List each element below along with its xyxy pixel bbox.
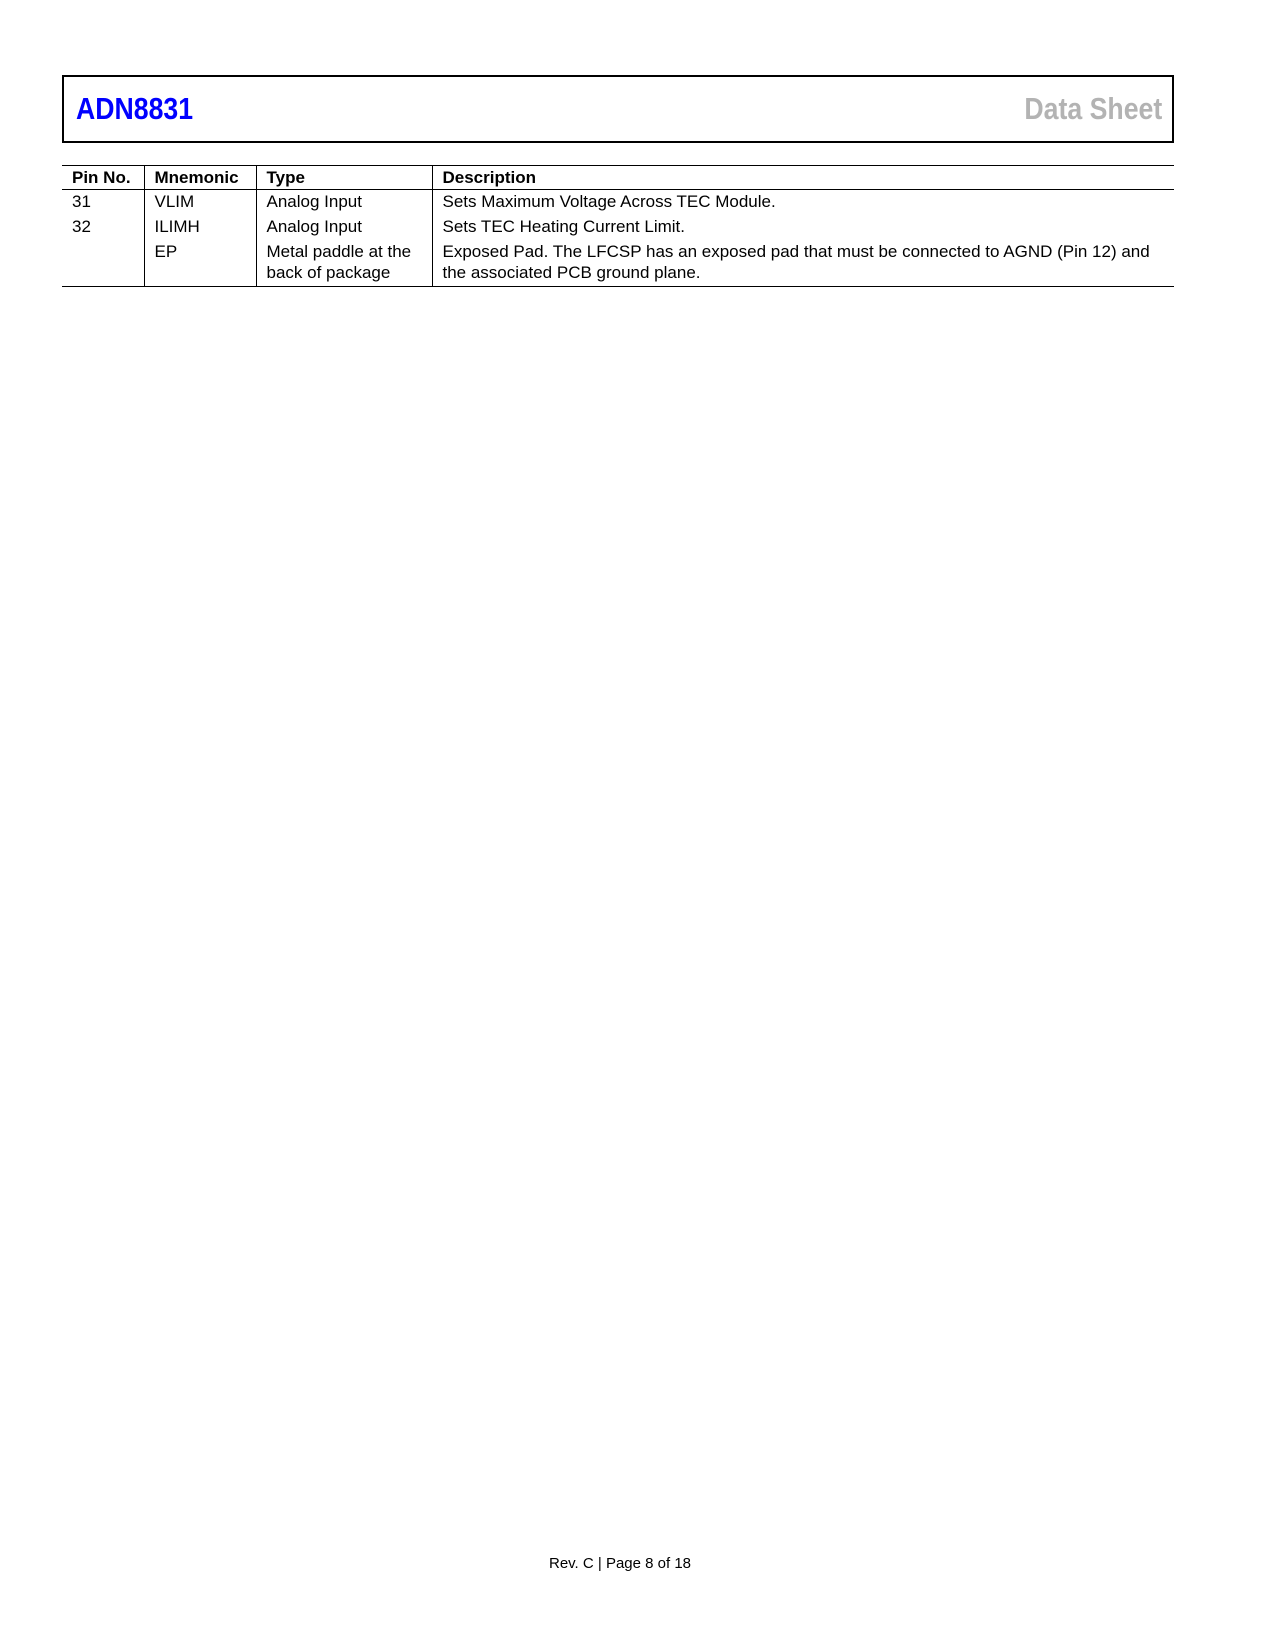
column-header-description: Description bbox=[432, 166, 1174, 190]
column-header-pin-no: Pin No. bbox=[62, 166, 144, 190]
description-cell: Sets TEC Heating Current Limit. bbox=[432, 215, 1174, 240]
part-number: ADN8831 bbox=[76, 91, 194, 126]
pin-number-cell bbox=[62, 240, 144, 287]
type-cell: Analog Input bbox=[256, 215, 432, 240]
table-header-row bbox=[62, 166, 1174, 190]
pin-number-cell: 31 bbox=[72, 192, 91, 211]
column-header-type: Type bbox=[256, 166, 432, 190]
mnemonic-cell: EP bbox=[144, 240, 256, 287]
document-type: Data Sheet bbox=[1024, 91, 1162, 126]
column-header-mnemonic: Mnemonic bbox=[144, 166, 256, 190]
type-cell: Analog Input bbox=[256, 190, 432, 216]
pin-function-table bbox=[62, 165, 1174, 287]
description-cell: Exposed Pad. The LFCSP has an exposed pad that must be connected to AGND (Pin 12) and the associated PCB ground plane. bbox=[432, 240, 1174, 287]
table-row bbox=[62, 190, 1174, 216]
mnemonic-cell: ILIMH bbox=[144, 215, 256, 240]
table-row bbox=[62, 215, 1174, 240]
pin-number-cell: 32 bbox=[72, 217, 91, 236]
type-cell: Metal paddle at the back of package bbox=[256, 240, 432, 287]
table-row bbox=[62, 240, 1174, 287]
description-cell: Sets Maximum Voltage Across TEC Module. bbox=[432, 190, 1174, 216]
mnemonic-cell: VLIM bbox=[144, 190, 256, 216]
page-footer: Rev. C | Page 8 of 18 bbox=[548, 1555, 692, 1572]
page-header bbox=[62, 75, 1174, 143]
